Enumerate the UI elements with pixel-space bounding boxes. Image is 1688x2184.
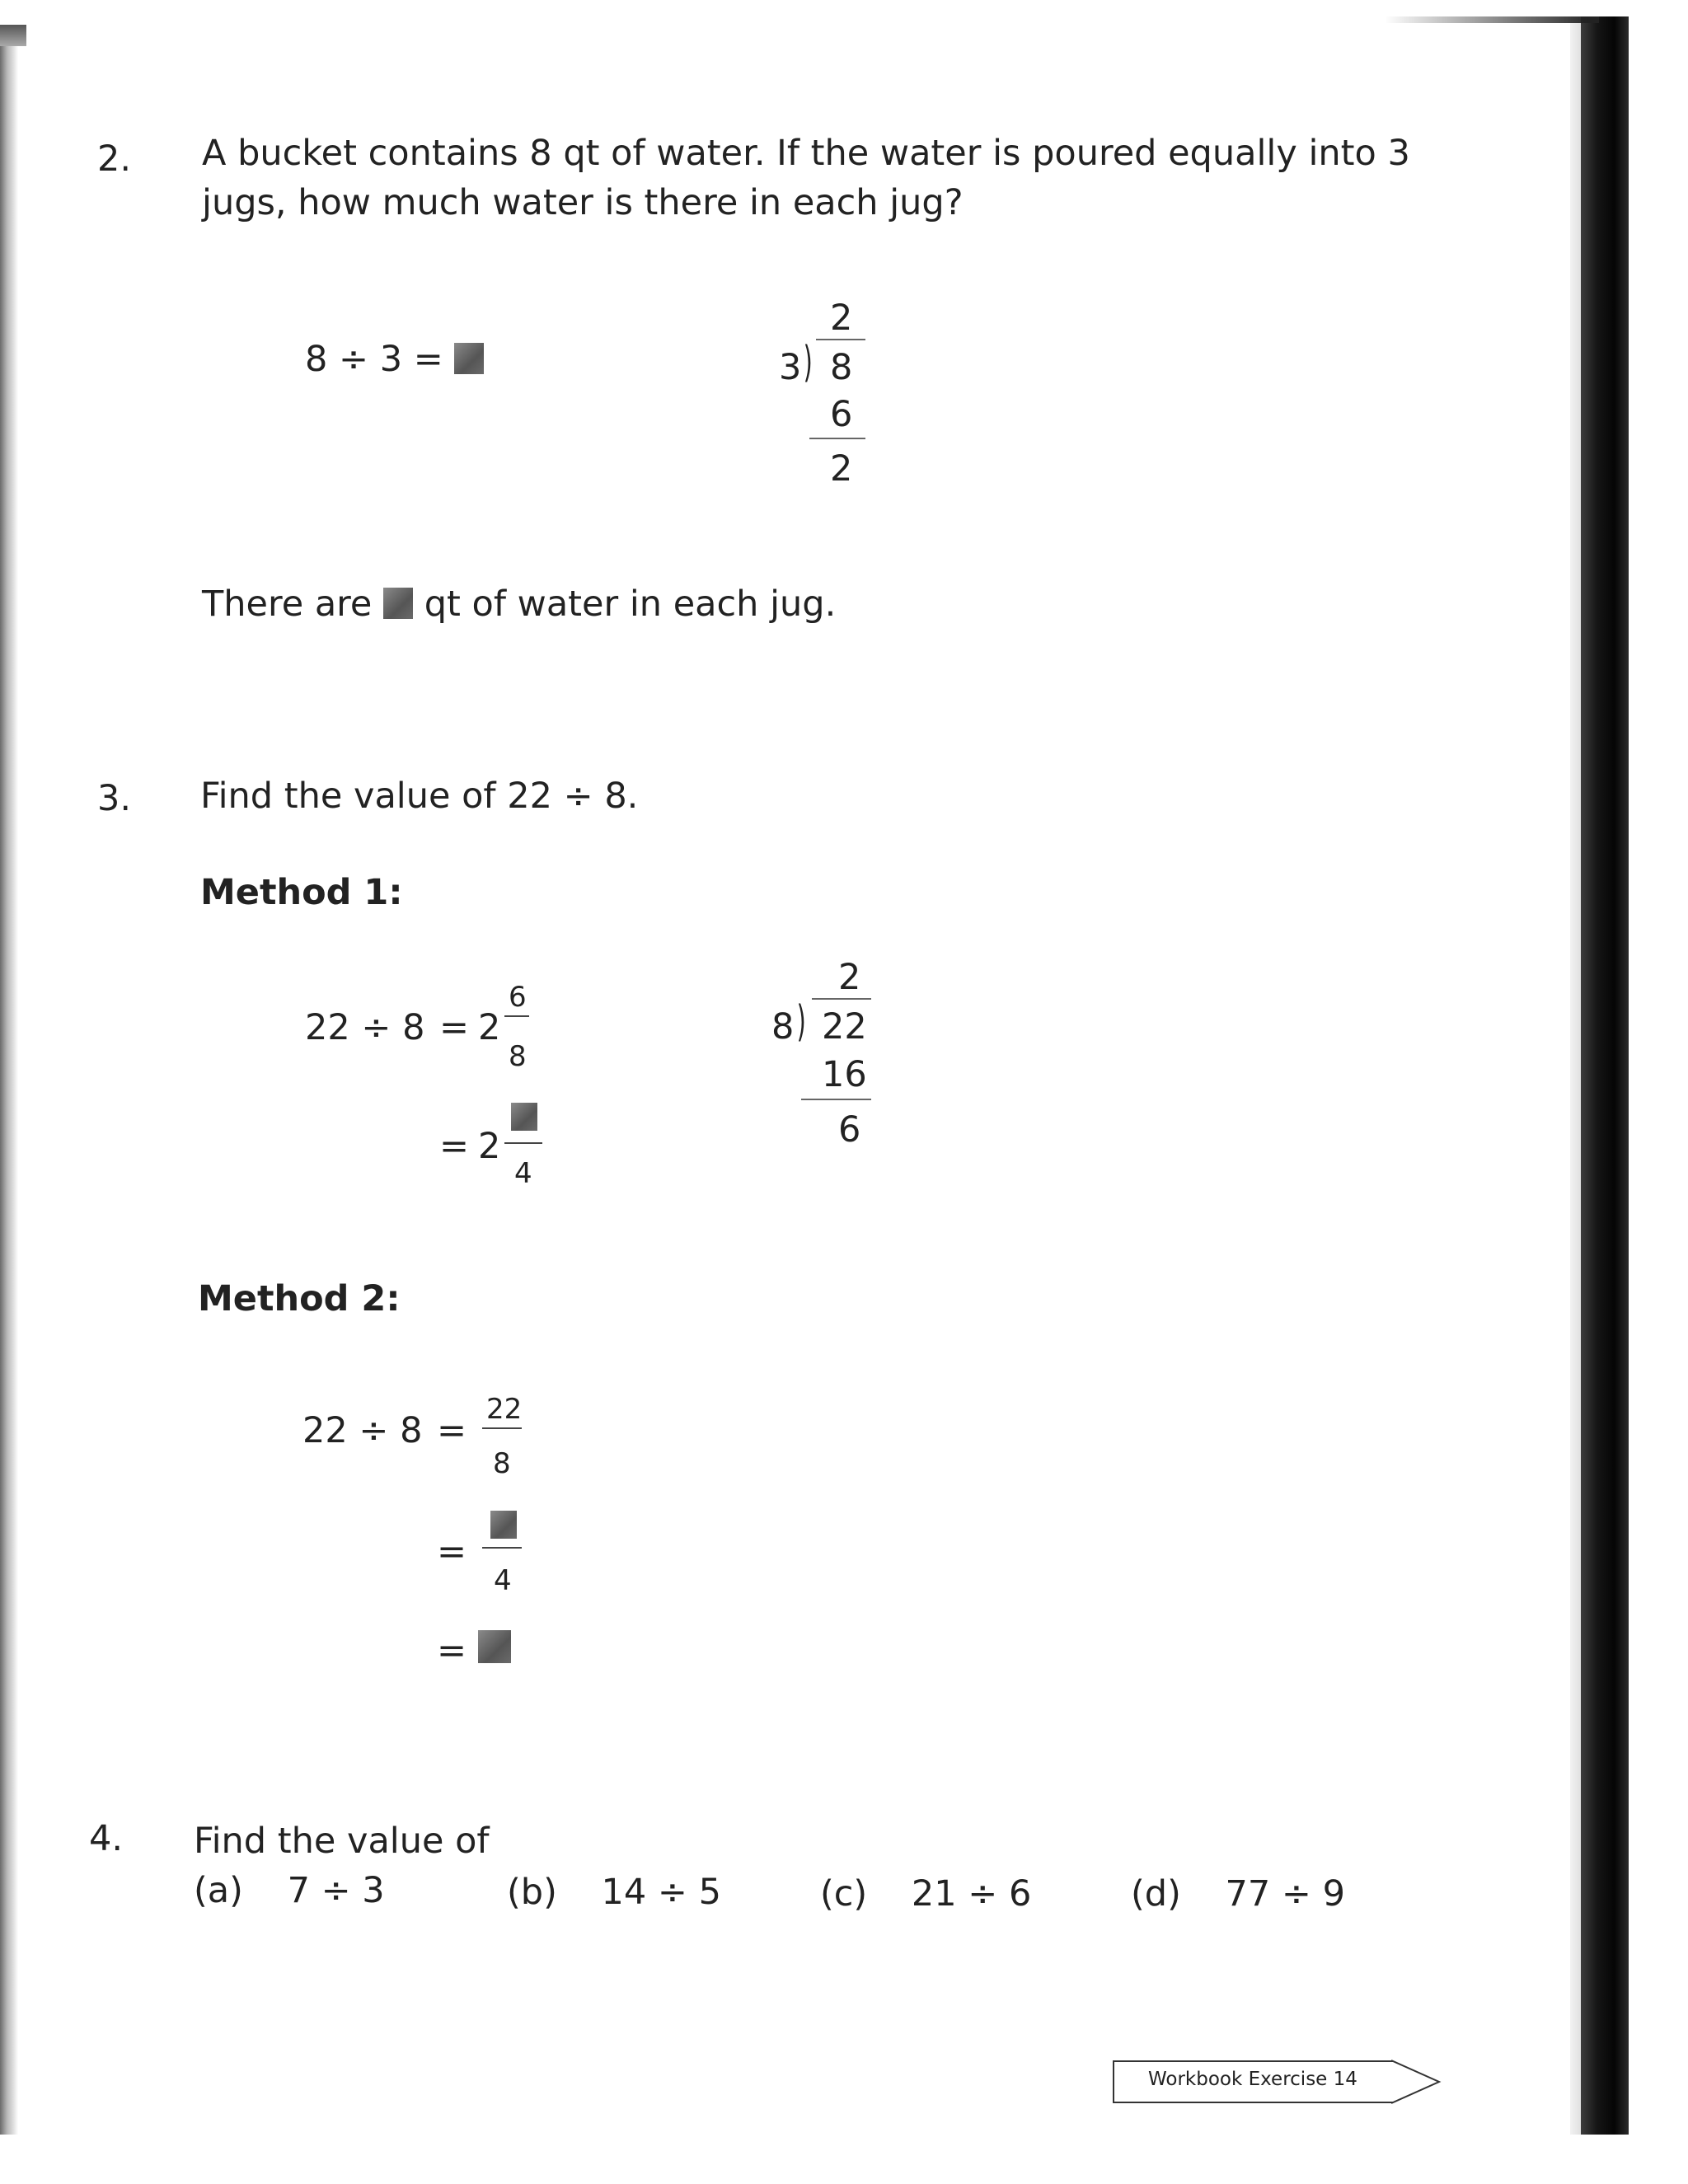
q3-method1-heading: Method 1: — [200, 872, 403, 913]
q3-m1-denominator2: 4 — [514, 1157, 532, 1190]
q3-m2-fraction-bar2 — [482, 1547, 522, 1549]
q2-answer-box[interactable] — [454, 343, 484, 374]
q3-m1-lhs: 22 ÷ 8 — [305, 1007, 425, 1048]
q2-div-divisor: 3 — [779, 347, 802, 388]
q3-div-bracket: ) — [796, 997, 806, 1047]
q3-prompt: Find the value of 22 ÷ 8. — [200, 776, 639, 817]
q4-part-d — [1131, 1873, 1345, 1915]
q3-m2-eq3: = — [437, 1630, 467, 1671]
q3-m1-answer-box[interactable] — [511, 1103, 537, 1131]
q3-m1-numerator: 6 — [509, 981, 527, 1014]
q2-div-remainder: 2 — [830, 448, 853, 490]
q3-m2-denominator: 8 — [493, 1447, 511, 1480]
q4-part-c-label: (c) — [820, 1873, 868, 1915]
q2-div-bracket: ) — [803, 338, 813, 387]
q2-answer-sentence — [202, 583, 837, 625]
page-corner — [0, 25, 26, 46]
q3-m2-eq: = — [437, 1410, 467, 1451]
q2-div-bar — [816, 339, 865, 340]
q3-m1-fraction-bar2 — [504, 1142, 542, 1144]
q2-sentence-box[interactable] — [383, 588, 413, 619]
page-left-edge — [0, 25, 18, 2135]
q3-div-divisor: 8 — [771, 1006, 795, 1047]
q3-div-bar — [812, 998, 871, 1000]
q3-number: 3. — [97, 778, 132, 819]
q2-answer-post: qt of water in each jug. — [424, 583, 837, 625]
q4-part-a-expr: 7 ÷ 3 — [287, 1870, 385, 1911]
q3-m1-eq: = — [439, 1007, 470, 1048]
q2-answer-pre: There are — [202, 583, 373, 625]
q2-text-line1: A bucket contains 8 qt of water. If the water is poured equally into 3 — [202, 133, 1410, 174]
q3-m1-fraction-bar — [504, 1015, 529, 1017]
q3-m2-final-box-wrap — [478, 1630, 511, 1663]
q3-div-dividend: 22 — [822, 1006, 867, 1047]
q3-m1-whole2: 2 — [478, 1126, 501, 1167]
top-shadow — [1385, 16, 1599, 23]
q3-m2-eq2: = — [437, 1531, 467, 1572]
q2-text-line2: jugs, how much water is there in each jug? — [202, 182, 964, 223]
q4-part-c — [820, 1873, 1032, 1915]
q2-div-product: 6 — [830, 394, 853, 435]
q2-div-quotient: 2 — [830, 298, 853, 339]
q3-method2-heading: Method 2: — [198, 1278, 401, 1319]
q3-m1-eq2: = — [439, 1126, 470, 1167]
q4-part-b-expr: 14 ÷ 5 — [601, 1872, 721, 1913]
q2-equation — [305, 339, 484, 380]
q3-m2-final-box[interactable] — [478, 1630, 511, 1663]
q4-part-b-label: (b) — [507, 1872, 557, 1913]
q4-prompt: Find the value of — [194, 1821, 490, 1862]
q4-part-a-label: (a) — [194, 1870, 243, 1911]
q4-part-a — [194, 1870, 385, 1911]
q3-m1-answer-box-wrap — [511, 1103, 537, 1131]
q3-m2-denominator2: 4 — [494, 1564, 512, 1597]
q4-number: 4. — [89, 1818, 124, 1859]
q2-number: 2. — [97, 138, 132, 180]
q3-m2-answer-box[interactable] — [490, 1511, 517, 1539]
q3-div-remainder: 6 — [838, 1109, 861, 1151]
q3-m1-whole: 2 — [478, 1007, 501, 1048]
q2-div-dividend: 8 — [830, 347, 853, 388]
q2-div-subtract-line — [809, 438, 865, 439]
q4-part-c-expr: 21 ÷ 6 — [911, 1873, 1032, 1915]
q3-m2-fraction-bar — [482, 1427, 522, 1429]
q4-part-d-expr: 77 ÷ 9 — [1225, 1873, 1345, 1915]
q3-m2-answer-box-wrap — [490, 1511, 517, 1539]
q3-div-subtract-line — [801, 1099, 871, 1100]
q3-div-quotient: 2 — [838, 957, 861, 998]
q4-part-b — [507, 1872, 721, 1913]
q2-equation-text: 8 ÷ 3 = — [305, 339, 443, 380]
workbook-exercise-label: Workbook Exercise 14 — [1148, 2069, 1357, 2090]
q4-part-d-label: (d) — [1131, 1873, 1181, 1915]
q3-m2-lhs: 22 ÷ 8 — [302, 1410, 423, 1451]
workbook-arrow-icon — [1391, 2060, 1446, 2104]
q3-div-product: 16 — [822, 1054, 867, 1095]
q3-m2-numerator: 22 — [486, 1393, 523, 1426]
q3-m1-denominator: 8 — [509, 1040, 527, 1073]
book-spine — [1581, 16, 1629, 2135]
